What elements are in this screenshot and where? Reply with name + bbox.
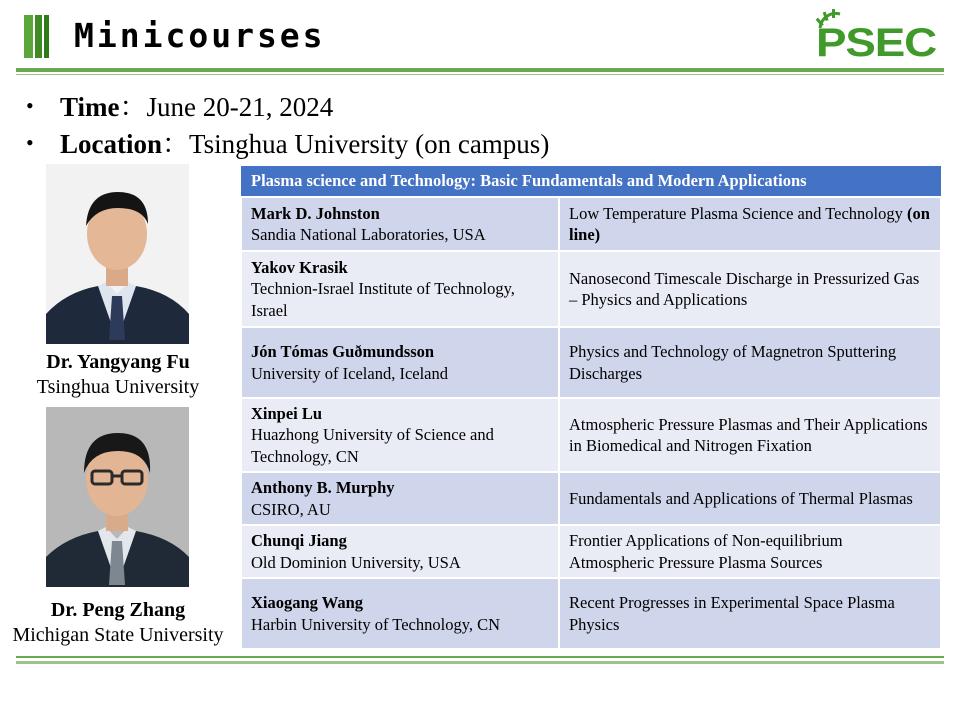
speaker-name: Yakov Krasik: [251, 257, 348, 277]
header-rule: [16, 68, 944, 72]
table-row: [241, 398, 941, 472]
topic-cell: [559, 327, 941, 398]
speaker-affiliation: University of Iceland, Iceland: [251, 363, 449, 383]
header-rule-thin: [16, 74, 944, 75]
time-item: [26, 88, 549, 125]
speaker-affiliation: Old Dominion University, USA: [251, 552, 461, 572]
table-row: [241, 327, 941, 398]
time-label: Time: [60, 92, 120, 122]
speaker-affiliation: Technion-Israel Institute of Technology, Israel: [251, 279, 515, 320]
course-table: [240, 166, 942, 650]
bullet-icon: •: [26, 130, 34, 155]
speaker-cell: [241, 398, 559, 472]
speaker-cell: [241, 197, 559, 251]
speaker-cell: [241, 251, 559, 327]
speaker-name: Jón Tómas Guðmundsson: [251, 342, 435, 361]
topic-title: Frontier Applications of Non-equilibrium Atmospheric Pressure Plasma Sources: [569, 531, 843, 572]
topic-cell: [559, 398, 941, 472]
location-label: Location: [60, 129, 163, 159]
organizer-caption-zhang: [4, 598, 232, 648]
organizer-affiliation: Tsinghua University: [36, 376, 200, 398]
bullet-icon: •: [26, 93, 34, 118]
speaker-affiliation: Huazhong University of Science and Technology, CN: [251, 425, 494, 466]
speaker-affiliation: Harbin University of Technology, CN: [251, 614, 501, 634]
page-title: Minicourses: [74, 16, 326, 55]
topic-cell: [559, 251, 941, 327]
speaker-name: Xinpei Lu: [251, 403, 323, 423]
location-value: Tsinghua University (on campus): [189, 129, 550, 159]
topic-note: (on line): [569, 203, 930, 244]
speaker-name: Anthony B. Murphy: [251, 478, 395, 497]
location-item: [26, 125, 549, 162]
topic-title: Fundamentals and Applications of Thermal Plasmas: [569, 488, 913, 508]
organizer-photo-zhang: [46, 407, 189, 587]
table-header-row: [241, 166, 941, 197]
table-row: [241, 472, 941, 525]
time-value: June 20-21, 2024: [146, 92, 334, 122]
footer-rule-thick: [16, 661, 944, 664]
table-row: [241, 578, 941, 649]
location-separator: ：: [162, 129, 190, 159]
organizer-photo-fu: [46, 164, 189, 344]
table-header: Plasma science and Technology: Basic Fundamentals and Modern Applications: [241, 166, 941, 197]
organizer-caption-fu: [26, 350, 210, 400]
speaker-cell: [241, 525, 559, 578]
topic-cell: [559, 578, 941, 649]
table-row: [241, 197, 941, 251]
svg-text:PSEC: PSEC: [816, 21, 937, 64]
table-row: [241, 525, 941, 578]
topic-title: Low Temperature Plasma Science and Technology: [569, 203, 903, 223]
time-separator: ：: [119, 92, 147, 122]
topic-cell: [559, 525, 941, 578]
speaker-name: Mark D. Johnston: [251, 203, 380, 223]
topic-title: Recent Progresses in Experimental Space Plasma Physics: [569, 593, 895, 634]
speaker-name: Xiaogang Wang: [251, 593, 364, 612]
speaker-cell: [241, 578, 559, 649]
organizer-name: Dr. Peng Zhang: [50, 599, 186, 621]
speaker-affiliation: Sandia National Laboratories, USA: [251, 225, 486, 244]
speaker-cell: [241, 327, 559, 398]
footer-rule: [16, 656, 944, 658]
speaker-name: Chunqi Jiang: [251, 531, 347, 550]
speaker-cell: [241, 472, 559, 525]
info-list: [26, 88, 549, 162]
psec-logo: [814, 6, 938, 64]
topic-cell: [559, 197, 941, 251]
topic-title: Atmospheric Pressure Plasmas and Their Applications in Biomedical and Nitrogen Fixation: [569, 414, 928, 455]
organizer-name: Dr. Yangyang Fu: [46, 351, 190, 373]
speaker-affiliation: CSIRO, AU: [251, 499, 331, 519]
topic-cell: [559, 472, 941, 525]
organizer-affiliation: Michigan State University: [12, 624, 224, 646]
topic-title: Nanosecond Timescale Discharge in Pressurized Gas – Physics and Applications: [569, 268, 920, 309]
table-row: [241, 251, 941, 327]
topic-title: Physics and Technology of Magnetron Sputtering Discharges: [569, 342, 897, 383]
header-accent-bars: [24, 15, 56, 58]
